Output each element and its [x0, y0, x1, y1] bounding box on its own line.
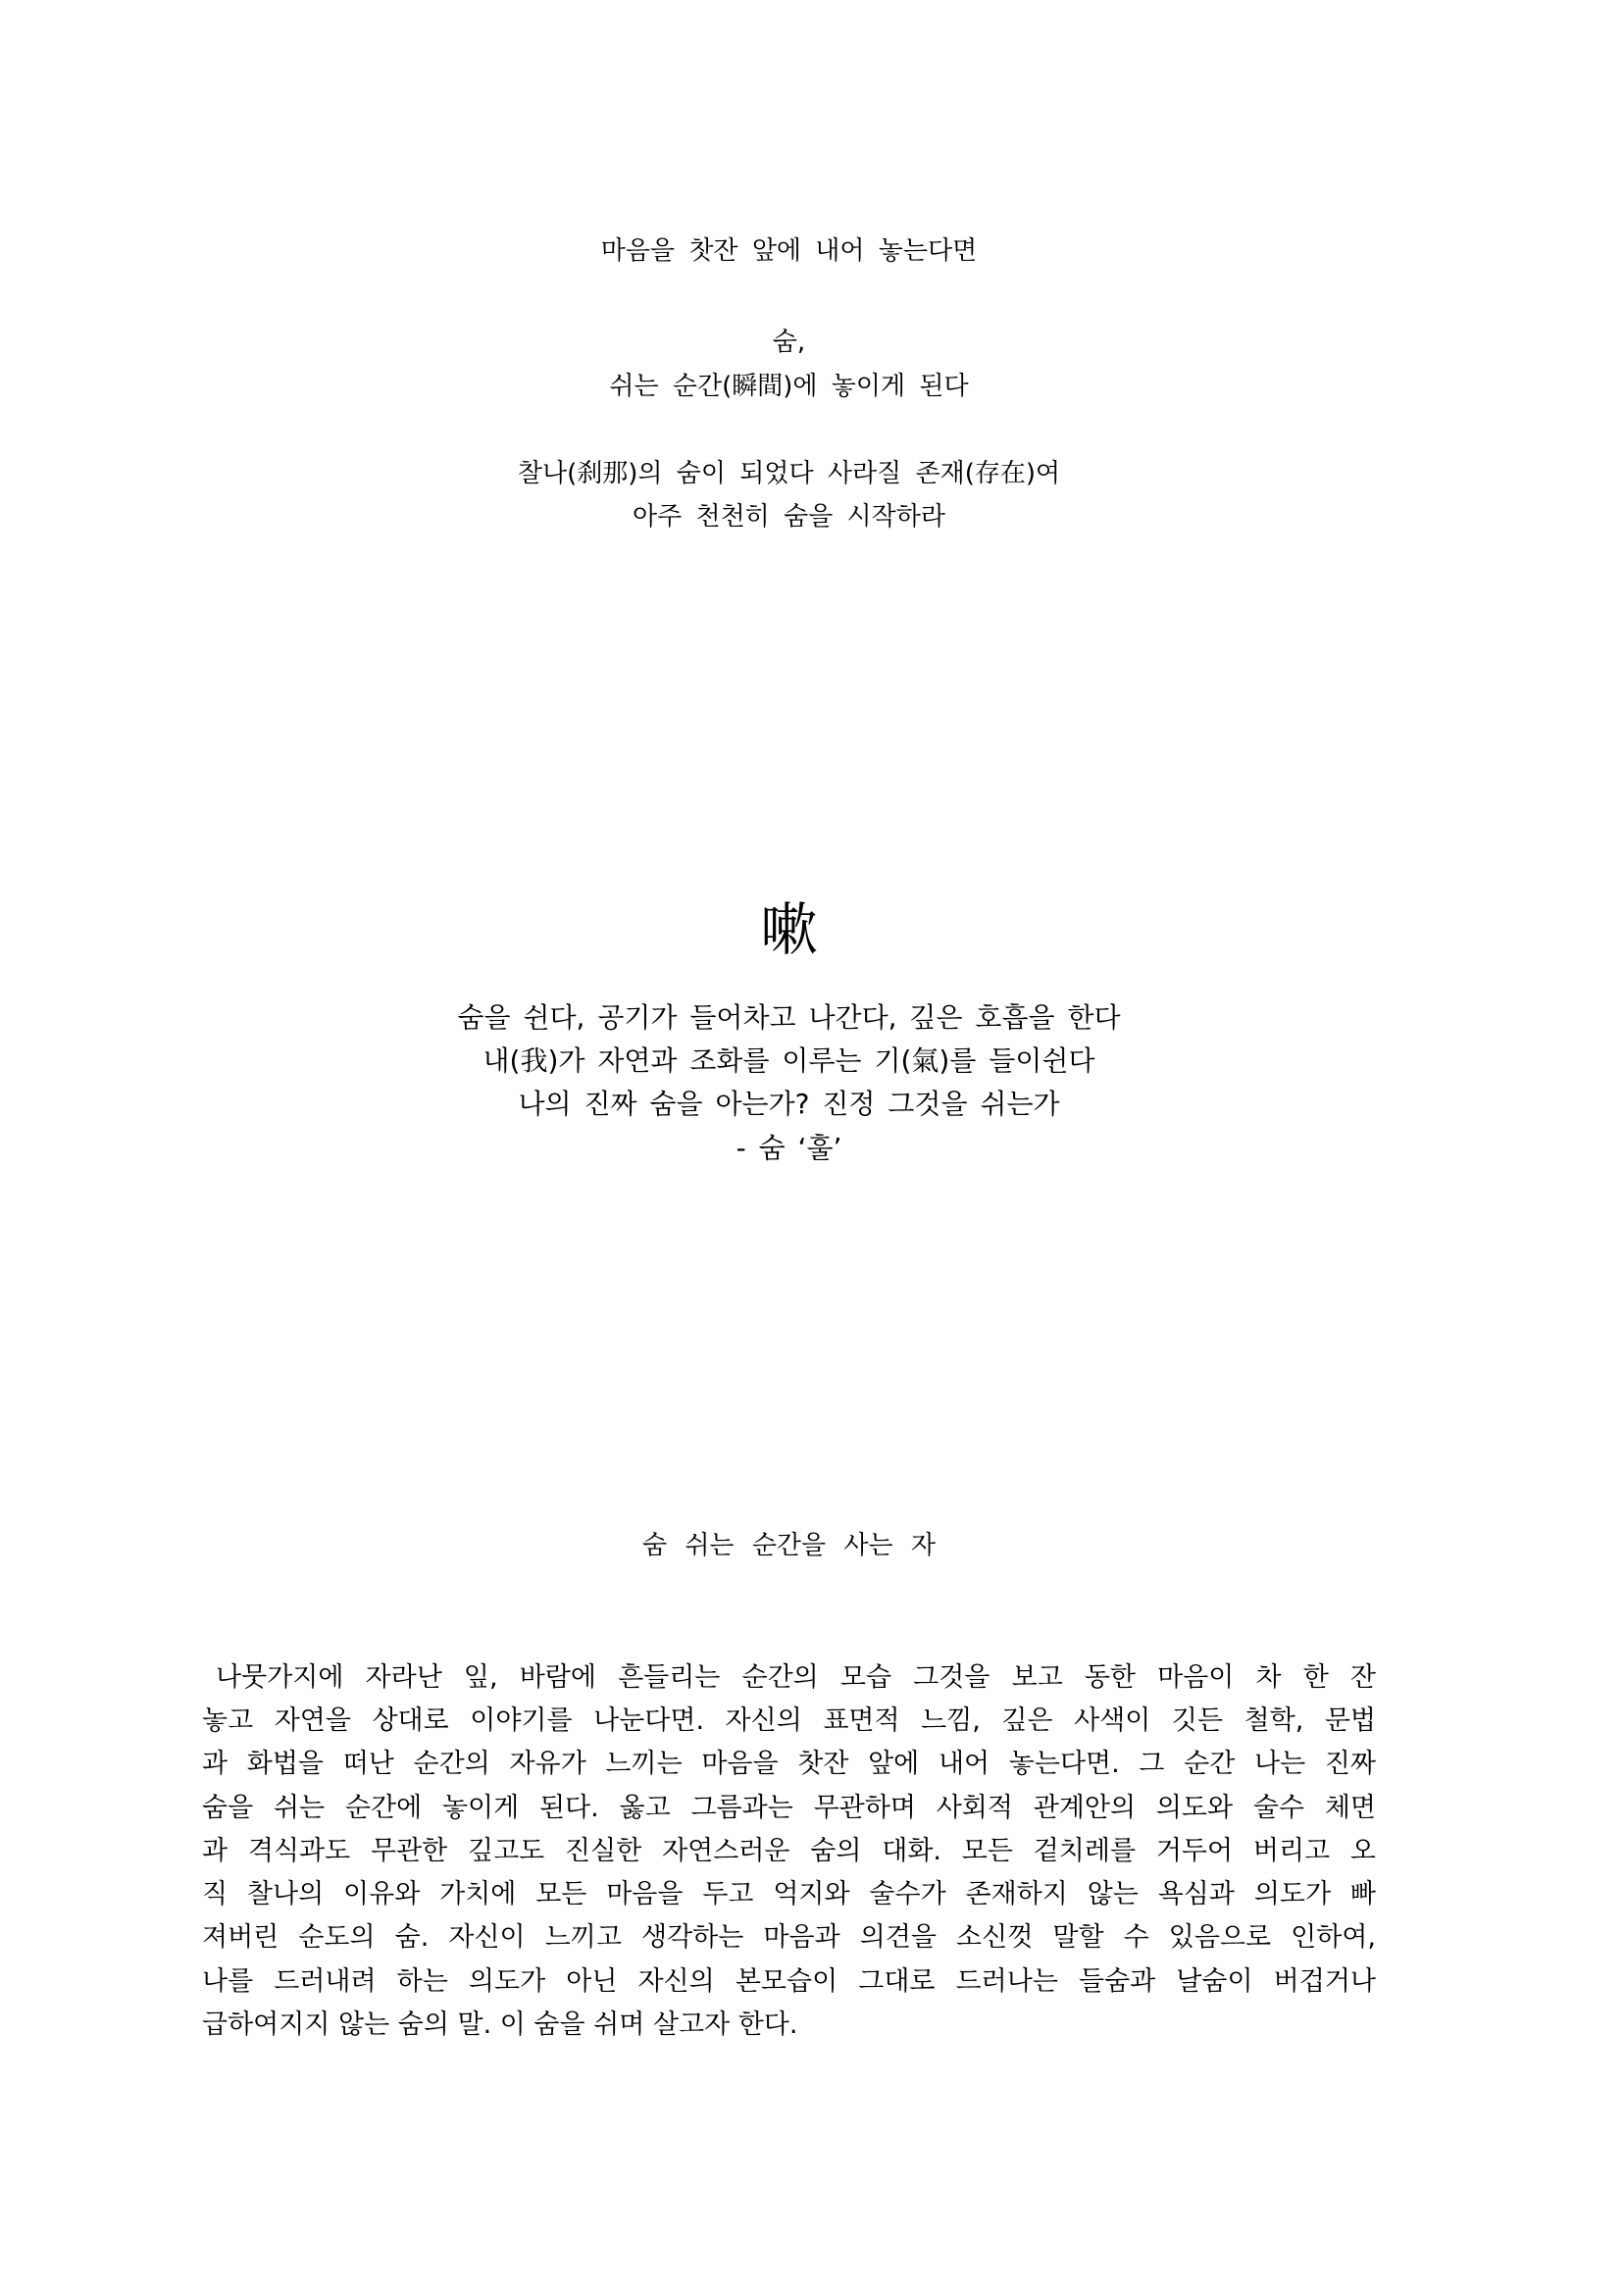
essay-heading: 숨 쉬는 순간을 사는 자	[641, 1531, 937, 1560]
essay-paragraph-line: 놓고 자연을 상대로 이야기를 나눈다면. 자신의 표면적 느낌, 깊은 사색이 깃든 철학, 문법	[202, 1705, 1376, 1736]
title-attribution: - 숨 ‘훌’	[736, 1132, 842, 1164]
title-character: 嗽	[760, 896, 818, 963]
poem-line: 아주 천천히 숨을 시작하라	[632, 502, 946, 532]
essay-paragraph-line: 과 격식과도 무관한 깊고도 진실한 자연스러운 숨의 대화. 모든 겉치레를 거두어 버리고 오	[202, 1836, 1376, 1866]
essay-paragraph-line: 직 찰나의 이유와 가치에 모든 마음을 두고 억지와 술수가 존재하지 않는 욕심과 의도가 빠	[202, 1879, 1376, 1909]
essay-paragraph-line: 져버린 순도의 숨. 자신이 느끼고 생각하는 마음과 의견을 소신껏 말할 수 있음으로 인하여,	[202, 1922, 1376, 1953]
essay-paragraph-line: 나뭇가지에 자라난 잎, 바람에 흔들리는 순간의 모습 그것을 보고 동한 마음이 차 한 잔	[216, 1662, 1376, 1693]
poem-line: 쉬는 순간(瞬間)에 놓이게 된다	[609, 372, 969, 401]
essay-paragraph-line: 나를 드러내려 하는 의도가 아닌 자신의 본모습이 그대로 드러나는 들숨과 날숨이 버겁거나	[202, 1966, 1376, 1997]
title-verse-line: 숨을 쉰다, 공기가 들어차고 나간다, 깊은 호흡을 한다	[457, 1001, 1121, 1034]
poem-line: 찰나(刹那)의 숨이 되었다 사라질 존재(存在)여	[517, 459, 1061, 488]
poem-line: 마음을 찻잔 앞에 내어 놓는다면	[600, 236, 978, 266]
poem-line: 숨,	[772, 328, 806, 357]
essay-paragraph-line: 숨을 쉬는 순간에 놓이게 된다. 옳고 그름과는 무관하며 사회적 관계안의 의도와 술수 체면	[202, 1793, 1376, 1823]
essay-paragraph-line: 급하여지지 않는 숨의 말. 이 숨을 쉬며 살고자 한다.	[202, 2009, 798, 2040]
essay-paragraph-line: 과 화법을 떠난 순간의 자유가 느끼는 마음을 찻잔 앞에 내어 놓는다면. 그 순간 나는 진짜	[202, 1749, 1376, 1779]
title-verse-line: 내(我)가 자연과 조화를 이루는 기(氣)를 들이쉰다	[482, 1044, 1095, 1077]
title-verse-line: 나의 진짜 숨을 아는가? 진정 그것을 쉬는가	[518, 1088, 1060, 1120]
